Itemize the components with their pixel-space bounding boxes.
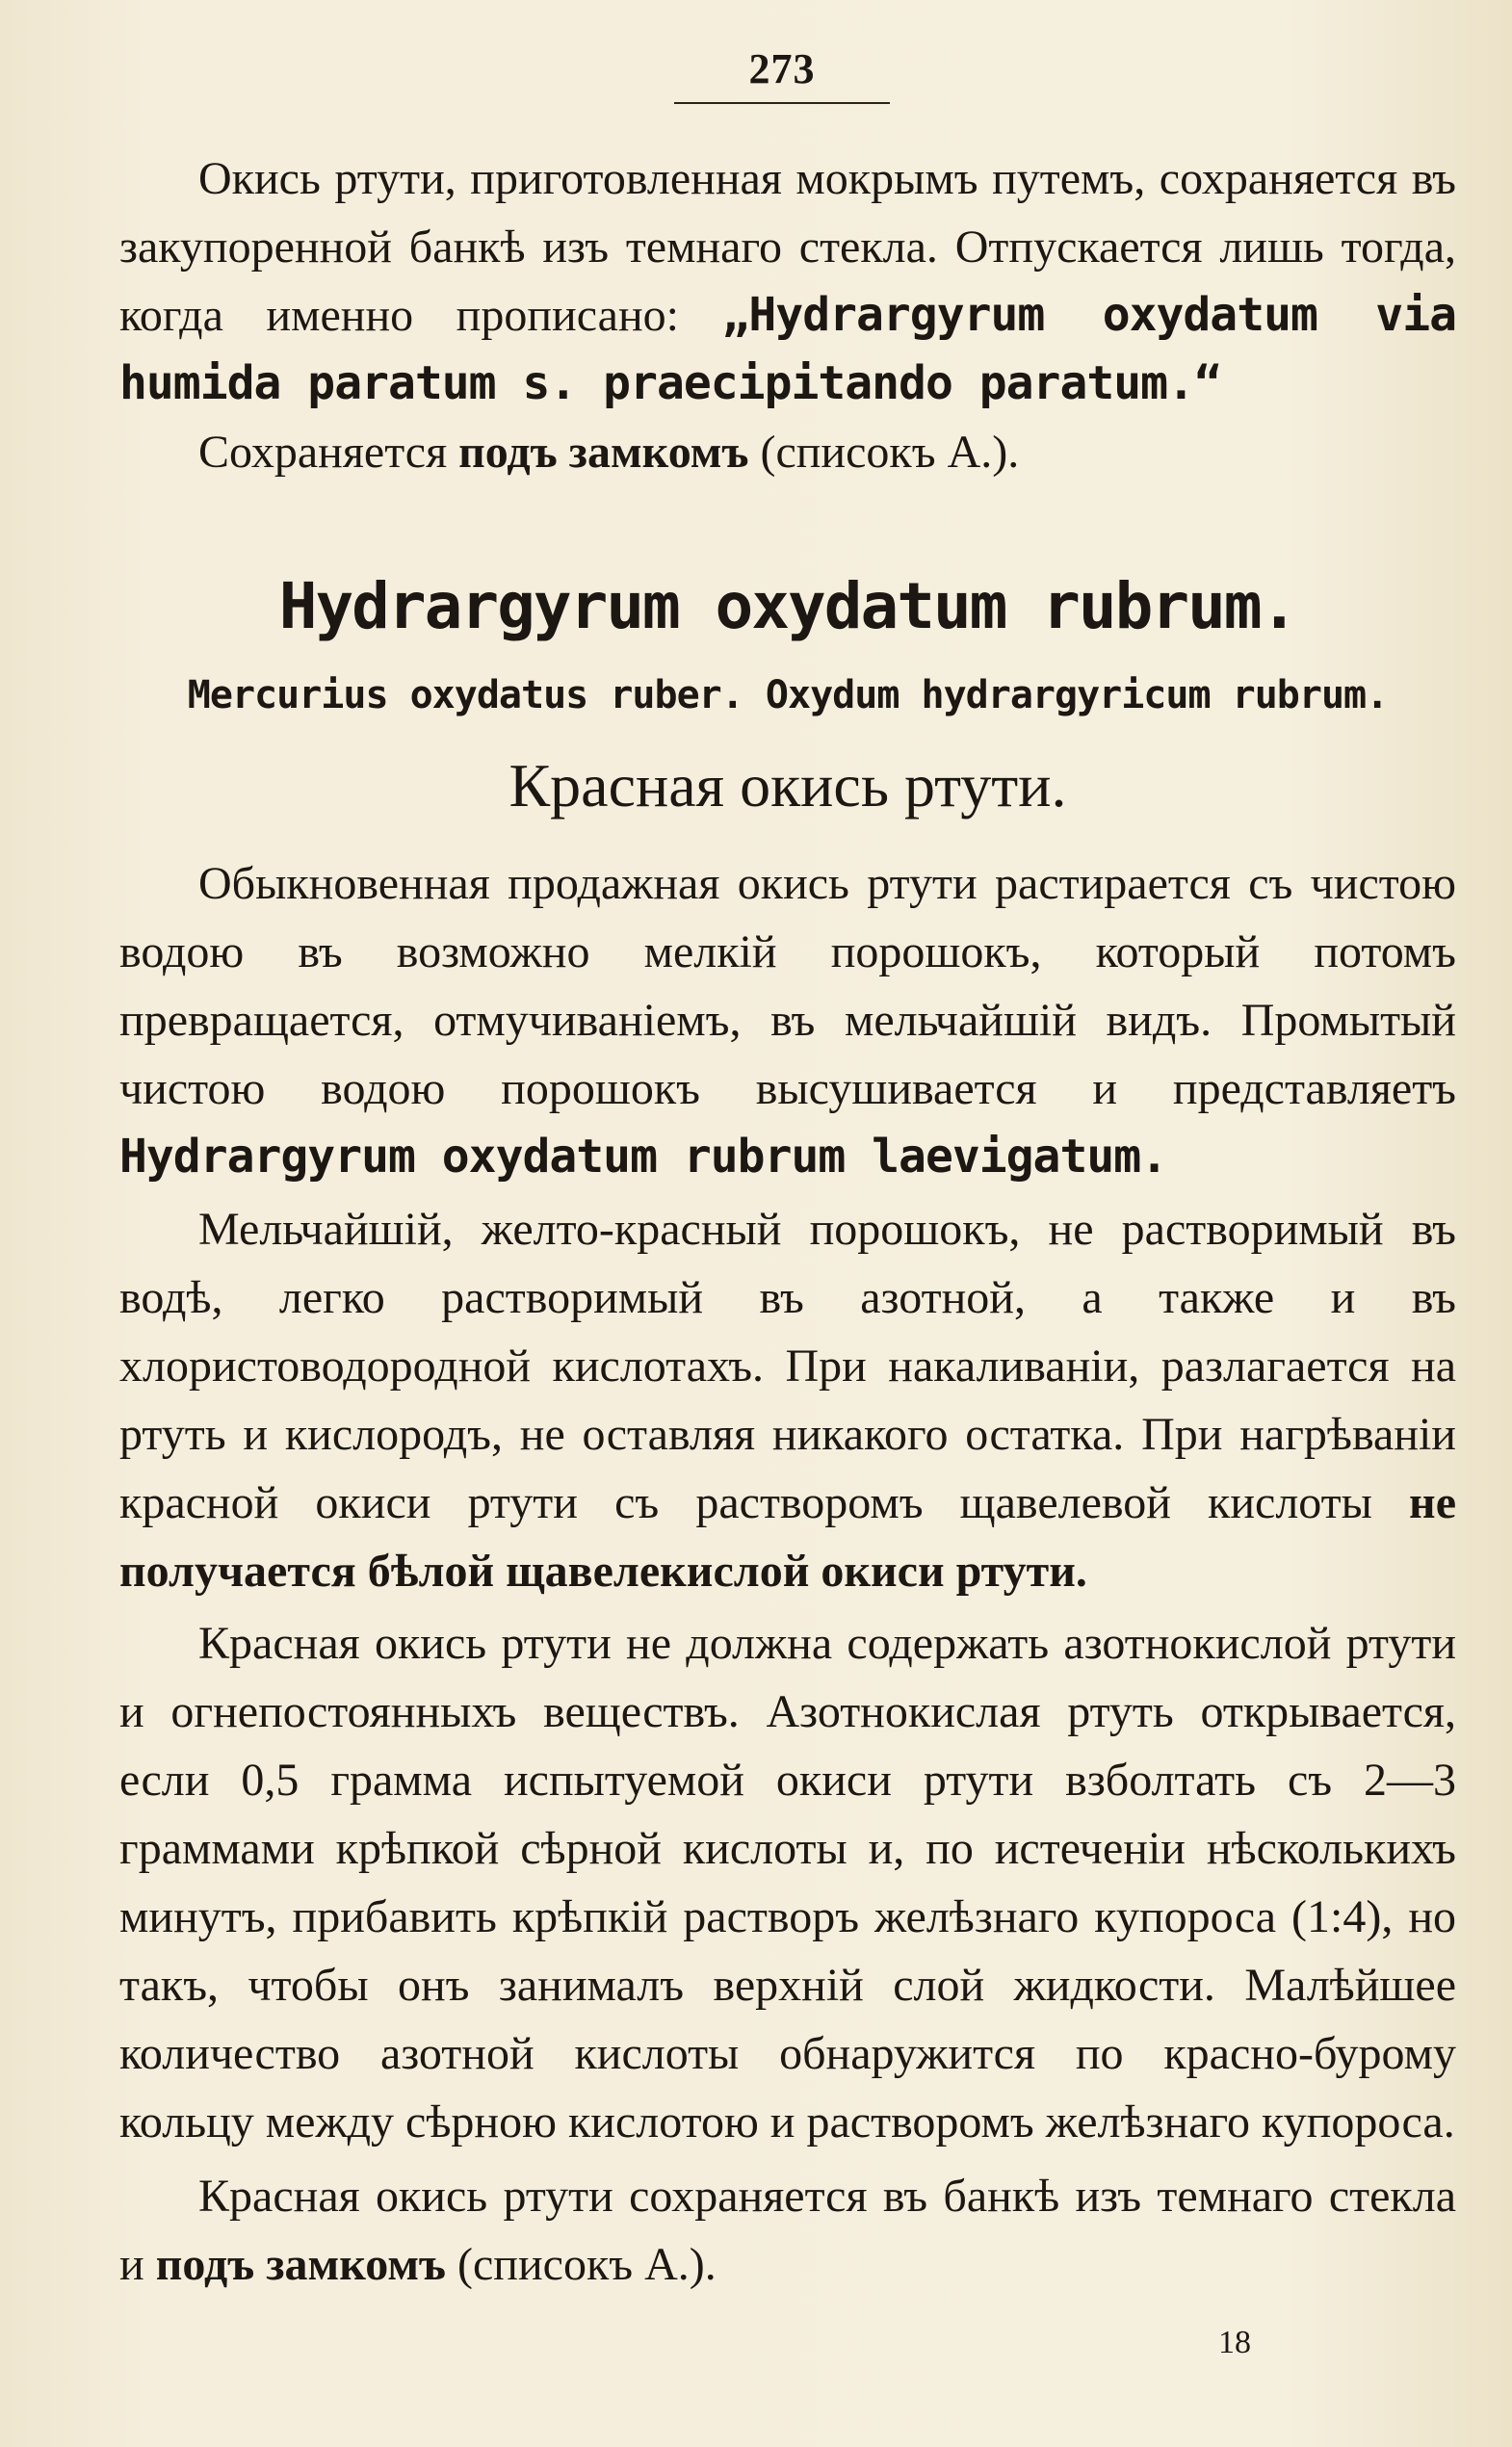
article-paragraph-1 (119, 849, 1456, 1191)
intro-latin-name: „Hydrargyrum oxydatum via humida paratum s. praecipitando paratum.“ (119, 288, 1456, 410)
intro-lock-phrase: подъ замкомъ (458, 427, 749, 478)
header-rule (674, 102, 890, 104)
article-bold-note: не получается бѣлой щавелекислой окиси ртути. (119, 1477, 1456, 1597)
intro-paragraph-2 (119, 418, 1456, 486)
article-paragraph-1-text: Обыкновенная продажная окись ртути растирается съ чистою водою въ возможно мелкій порошокъ, который потомъ превращается, отмучиваніемъ, въ мельчайшій видъ. Промытый чистою водою порошокъ высушивается и представляетъ (119, 858, 1456, 1114)
page-number: 273 (748, 45, 816, 92)
intro-paragraph-1 (119, 144, 1456, 418)
page-header (674, 39, 890, 104)
article-paragraph-3: Красная окись ртути не должна содержать азотнокислой ртути и огнепостоянныхъ веществъ. Азотнокислая ртуть открывается, если 0,5 грамма испытуемой окиси ртути взболтать съ 2—3 граммами крѣпкой сѣрной кислоты и, по истеченіи нѣсколькихъ минутъ, прибавить крѣпкій растворъ желѣзнаго купороса (1:4), но такъ, чтобы онъ занималъ верхній слой жидкости. Малѣйшее количество азотной кислоты обнаружится по красно-бурому кольцу между сѣрною кислотою и растворомъ желѣзнаго купороса. (119, 1618, 1456, 2148)
intro-paragraph-2-text: Сохраняется (198, 427, 459, 478)
article-lock-phrase: подъ замкомъ (155, 2239, 446, 2290)
article-paragraph-2 (119, 1195, 1456, 1605)
article-paragraph-4 (119, 2162, 1456, 2299)
article-title-latin: Hydrargyrum oxydatum rubrum. (278, 569, 1297, 643)
article-paragraph-4-text: Красная окись ртути сохраняется въ банкѣ изъ темнаго стекла и (119, 2171, 1456, 2290)
article-paragraph-2-text: Мельчайшій, желто-красный порошокъ, не растворимый въ водѣ, легко растворимый въ азотной, а также и въ хлористоводородной кислотахъ. При накаливаніи, разлагается на ртуть и кислородъ, не оставляя никакого остатка. При нагрѣваніи красной окиси ртути съ растворомъ щавелевой кислоты (119, 1204, 1456, 1528)
article-body (119, 849, 1456, 2299)
article-paragraph-4-tail: (списокъ А.). (446, 2239, 717, 2290)
intro-paragraph-1-text: Окись ртути, приготовленная мокрымъ путемъ, сохраняется въ закупоренной банкѣ изъ темнаго стекла. Отпускается лишь тогда, когда именно прописано: (119, 153, 1456, 341)
printer-signature-mark: 18 (1218, 2325, 1251, 2360)
article-latin-product: Hydrargyrum oxydatum rubrum laevigatum. (119, 1130, 1168, 1184)
intro-section (119, 144, 1456, 486)
article-synonyms: Mercurius oxydatus ruber. Oxydum hydrargyricum rubrum. (187, 673, 1389, 717)
article-title-russian: Красная окись ртути. (508, 751, 1067, 820)
intro-paragraph-2-tail: (списокъ А.). (748, 427, 1020, 478)
